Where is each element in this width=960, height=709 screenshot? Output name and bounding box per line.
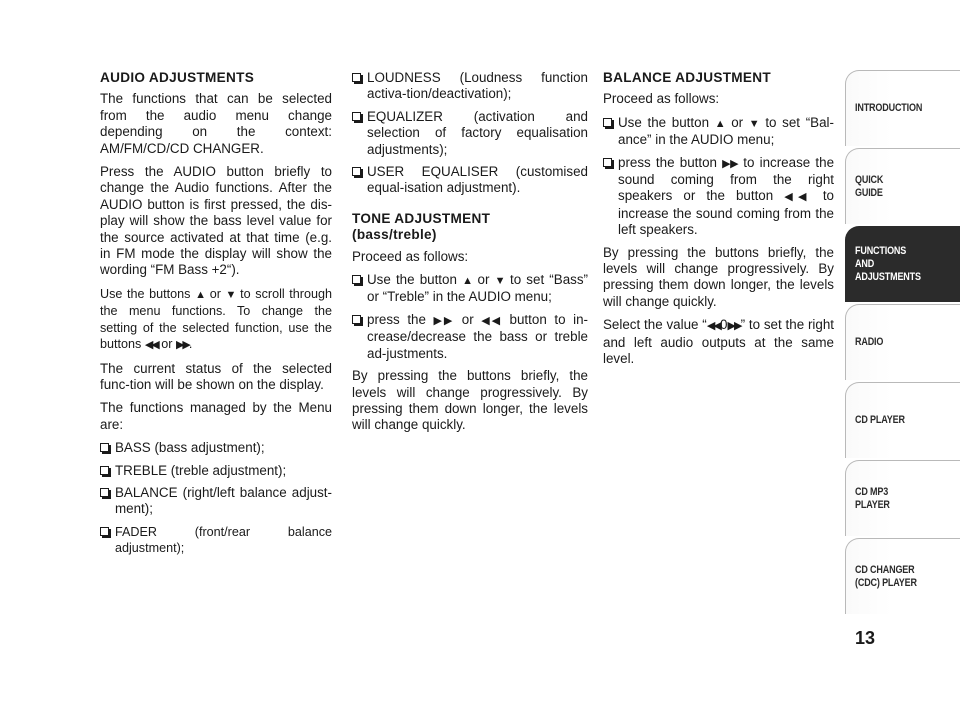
tab-quick-guide[interactable] <box>845 148 960 224</box>
checkbox-bullet-icon <box>100 488 109 497</box>
paragraph: Proceed as follows: <box>352 248 469 264</box>
checkbox-bullet-icon <box>352 73 361 82</box>
paragraph: Press the AUDIO button briefly to change the Audio functions. After the AUDIO button is first pressed, the dis-play will show the bass level value for the source activated at that time (e.g. in FM mode the display will show the wording “FM Bass +2“). <box>100 164 332 278</box>
tab-functions-and-adjustments[interactable] <box>845 226 960 302</box>
heading-line: TONE ADJUSTMENT <box>352 210 491 226</box>
paragraph: The current status of the selected func-tion will be shown on the display. <box>100 360 332 392</box>
paragraph: The functions that can be selected from the audio menu change depending on the context: AM/FM/CD/CD CHANGER. <box>100 91 332 156</box>
paragraph: The functions managed by the Menu are: <box>100 400 332 432</box>
checkbox-bullet-icon <box>352 275 361 284</box>
rewind-icon: ◀◀ <box>144 339 158 352</box>
list-item <box>100 440 332 456</box>
checkbox-bullet-icon <box>100 527 109 536</box>
down-arrow-icon: ▼ <box>225 288 236 301</box>
text-run: or <box>157 337 176 352</box>
tab-label: CD MP3 PLAYER <box>855 485 890 511</box>
section-heading <box>352 211 588 244</box>
list-item <box>603 115 834 149</box>
fast-forward-icon: ▶▶ <box>175 339 189 352</box>
text-run: to set “Bass” or “Treble” in the AUDIO menu; <box>367 272 588 305</box>
text-run: to scroll through the menu functions. To change the setting of the selected function, use the buttons <box>100 286 333 352</box>
page-number: 13 <box>855 628 876 648</box>
text-run: Use the button <box>618 114 715 130</box>
up-arrow-icon: ▲ <box>195 288 206 301</box>
list-item-text: BASS (bass adjustment); <box>115 440 265 456</box>
tab-label: INTRODUCTION <box>855 102 923 114</box>
paragraph: Proceed as follows: <box>603 91 720 107</box>
list-item <box>352 272 588 306</box>
text-run: 0 <box>719 317 728 333</box>
paragraph: By pressing the buttons briefly, the levels will change progressively. By pressing them down longer, the levels will change quickly. <box>352 368 588 433</box>
tab-introduction[interactable] <box>845 70 960 146</box>
text-run: or <box>454 311 482 327</box>
tab-label: CD PLAYER <box>855 414 905 426</box>
list-item-text: EQUALIZER (activation and selection of factory equalisation adjustments); <box>367 108 588 157</box>
text-run: . <box>188 337 193 352</box>
list-item-text: FADER (front/rear balance adjustment); <box>115 524 332 556</box>
text-run: button to in-crease/decrease the bass or treble ad-justments. <box>367 311 588 361</box>
text-run: press the <box>367 311 434 327</box>
text-run: or <box>472 272 495 288</box>
text-run: to increase the sound coming from the left speakers. <box>618 188 835 238</box>
rewind-icon: ◀◀ <box>784 191 812 204</box>
checkbox-bullet-icon <box>352 167 361 176</box>
text-run: press the button <box>618 154 723 170</box>
chapter-tabs <box>845 70 960 616</box>
fast-forward-icon: ▶▶ <box>727 320 741 333</box>
fast-forward-icon: ▶▶ <box>722 157 739 170</box>
list-item <box>603 155 834 239</box>
section-heading: AUDIO ADJUSTMENTS <box>100 70 255 85</box>
list-item-text: TREBLE (treble adjustment); <box>115 462 287 478</box>
section-heading: BALANCE ADJUSTMENT <box>603 70 772 85</box>
text-run: Use the buttons <box>100 286 196 301</box>
list-item <box>100 463 332 479</box>
list-item-text: LOUDNESS (Loudness function activa-tion/deactivation); <box>367 70 588 102</box>
text-run: or <box>205 286 226 301</box>
list-item <box>352 164 588 197</box>
column-tone-adjustment <box>352 70 588 441</box>
tab-label: RADIO <box>855 336 884 348</box>
up-arrow-icon: ▲ <box>714 117 726 130</box>
rewind-icon: ◀◀ <box>481 314 502 327</box>
text-run: to set “Bal-ance” in the AUDIO menu; <box>618 114 834 148</box>
list-item <box>100 524 332 557</box>
checkbox-bullet-icon <box>603 158 612 167</box>
text-run: to increase the sound coming from the right speakers or the button <box>618 154 835 204</box>
paragraph: By pressing the buttons briefly, the levels will change progressively. By pressing them down longer, the levels will change quickly. <box>603 244 834 309</box>
tab-label: CD CHANGER (CDC) PLAYER <box>855 563 917 589</box>
column-balance-adjustment <box>603 70 834 375</box>
list-item-text: USER EQUALISER (customised equal-isation adjustment). <box>367 164 588 196</box>
down-arrow-icon: ▼ <box>748 117 760 130</box>
text-run: Select the value “ <box>603 317 707 333</box>
tab-radio[interactable] <box>845 304 960 380</box>
list-item <box>100 485 332 518</box>
checkbox-bullet-icon <box>100 443 109 452</box>
heading-line: (bass/treble) <box>352 227 437 243</box>
list-item <box>352 70 588 103</box>
checkbox-bullet-icon <box>352 315 361 324</box>
tab-cd-mp3-player[interactable] <box>845 460 960 536</box>
text-run: or <box>725 114 749 130</box>
column-audio-adjustments <box>100 70 332 563</box>
up-arrow-icon: ▲ <box>462 275 473 288</box>
checkbox-bullet-icon <box>603 118 612 127</box>
text-run: Use the button <box>367 272 463 288</box>
list-item <box>352 109 588 158</box>
paragraph-select-value <box>603 317 834 367</box>
tab-cd-player[interactable] <box>845 382 960 458</box>
paragraph-scroll-instructions <box>100 286 332 354</box>
tab-cd-changer-player[interactable] <box>845 538 960 614</box>
checkbox-bullet-icon <box>100 466 109 475</box>
tab-label: QUICK GUIDE <box>855 173 884 199</box>
down-arrow-icon: ▼ <box>494 275 505 288</box>
tab-label: FUNCTIONS AND ADJUSTMENTS <box>855 245 921 283</box>
text-run: ” to set the right and left audio outputs at the same level. <box>603 317 835 367</box>
checkbox-bullet-icon <box>352 112 361 121</box>
fast-forward-icon: ▶▶ <box>433 314 455 327</box>
list-item-text: BALANCE (right/left balance adjust-ment); <box>115 484 332 517</box>
rewind-icon: ◀◀ <box>706 320 720 333</box>
list-item <box>352 312 588 362</box>
